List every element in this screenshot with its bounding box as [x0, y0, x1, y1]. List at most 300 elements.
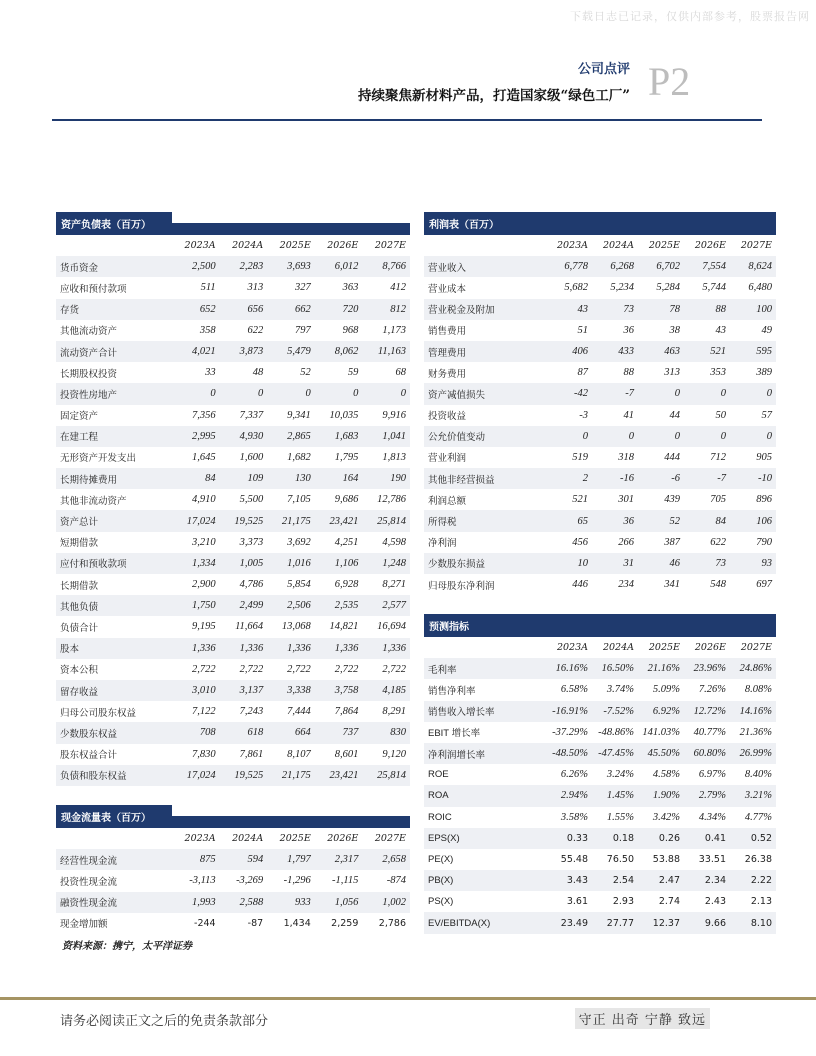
row-label: 流动资产合计: [56, 341, 172, 362]
cell-value: 84: [684, 510, 730, 531]
table-row: [56, 553, 410, 574]
table-row: [424, 785, 776, 806]
table-header: [56, 212, 410, 235]
cell-value: 0.33: [546, 828, 592, 849]
cell-value: 1,683: [315, 426, 363, 447]
cell-value: 2: [546, 468, 592, 489]
cell-value: 3.43: [546, 870, 592, 891]
cell-value: 618: [220, 722, 268, 743]
cell-value: 25,814: [362, 510, 410, 531]
cell-value: 36: [623, 324, 634, 336]
table-row: [424, 722, 776, 743]
year-header: 2026E: [694, 240, 726, 252]
cell-value: 0: [730, 383, 776, 404]
cell-value: 45.50%: [638, 743, 684, 764]
cell-value: 10: [546, 553, 592, 574]
cell-value: 93: [730, 553, 776, 574]
cell-value: 7,337: [239, 409, 264, 421]
cell-value: 737: [315, 722, 363, 743]
cell-value: 65: [546, 510, 592, 531]
row-label: 营业利润: [428, 453, 467, 465]
table-row: [56, 638, 410, 659]
cell-value: 0.52: [730, 828, 776, 849]
cell-value: 0: [684, 383, 730, 404]
row-label: 负债合计: [60, 622, 99, 634]
cell-value: 2,317: [315, 849, 363, 870]
cell-value: 19,525: [220, 510, 268, 531]
cell-value: 318: [618, 451, 634, 463]
year-header-row: [424, 637, 776, 658]
cell-value: 44: [669, 409, 680, 421]
cell-value: 1,334: [172, 553, 220, 574]
row-label: ROIC: [428, 811, 452, 823]
cell-value: 3,873: [220, 341, 268, 362]
footer-divider: [0, 997, 816, 1000]
cell-value: 521: [684, 341, 730, 362]
cell-value: 1.55%: [606, 811, 634, 823]
table-row: [424, 828, 776, 849]
page-title: 持续聚焦新材料产品，打造国家级“绿色工厂”: [357, 88, 630, 104]
cell-value: -87: [247, 917, 264, 929]
cell-value: 790: [756, 536, 772, 548]
row-label: 其他流动资产: [60, 326, 118, 338]
cell-value: 130: [267, 468, 315, 489]
page-number: P2: [648, 59, 691, 104]
cell-value: 4,021: [172, 341, 220, 362]
table-row: [424, 553, 776, 574]
table-row: [56, 659, 410, 680]
cell-value: 16,694: [377, 621, 406, 633]
row-label: PS(X): [428, 896, 454, 908]
table-row: [56, 574, 410, 595]
cell-value: 4,185: [362, 680, 410, 701]
cell-value: 14.16%: [730, 701, 776, 722]
cell-value: 2.74: [658, 896, 680, 908]
cell-value: 234: [618, 579, 634, 591]
row-label: PB(X): [424, 870, 546, 891]
table-header: [424, 614, 776, 637]
cell-value: -37.29%: [552, 726, 588, 738]
row-label: 融资性现金流: [56, 892, 172, 913]
table-row: [56, 489, 410, 510]
cell-value: 1.45%: [592, 785, 638, 806]
cell-value: 0: [730, 426, 776, 447]
cell-value: 9,195: [191, 621, 216, 633]
table-row: [56, 722, 410, 743]
year-header-row: [56, 235, 410, 256]
cell-value: 51: [577, 324, 588, 336]
cell-value: 4,930: [220, 426, 268, 447]
row-label: 短期借款: [60, 538, 99, 550]
disclaimer-text: 请务必阅读正文之后的免责条款部分: [60, 1014, 269, 1029]
cell-value: 7,830: [191, 748, 216, 760]
cell-value: -16: [592, 468, 638, 489]
cell-value: 4,910: [191, 494, 216, 506]
row-label: 应收和预付款项: [60, 283, 127, 295]
cell-value: 406: [546, 341, 592, 362]
cell-value: 12.72%: [684, 701, 730, 722]
table-row: [424, 532, 776, 553]
row-label: 公允价值变动: [424, 426, 546, 447]
table-row: [424, 256, 776, 277]
cell-value: 59: [347, 367, 359, 379]
row-label: 长期待摊费用: [56, 468, 172, 489]
cell-value: 88: [684, 299, 730, 320]
header-divider: [52, 119, 762, 121]
cell-value: 49: [761, 324, 772, 336]
row-label: 销售净利率: [428, 685, 476, 697]
year-header: 2024A: [232, 240, 264, 252]
table-row: [424, 489, 776, 510]
table-row: [56, 616, 410, 637]
cell-value: 313: [247, 282, 264, 294]
cell-value: 33: [205, 367, 216, 379]
cell-value: 0.18: [592, 828, 638, 849]
cell-value: 2,786: [378, 917, 406, 929]
cell-value: 446: [572, 579, 588, 591]
row-label: 销售收入增长率: [424, 701, 546, 722]
table-row: [424, 912, 776, 933]
cell-value: 7,105: [287, 494, 311, 506]
cell-value: 3.24%: [606, 769, 634, 781]
cell-value: 3,338: [267, 680, 315, 701]
year-header: 2026E: [327, 240, 359, 252]
cell-value: 12.37: [638, 912, 684, 933]
cell-value: 6,012: [315, 256, 363, 277]
cell-value: 664: [267, 722, 315, 743]
cell-value: 1.90%: [638, 785, 684, 806]
table-row: [424, 658, 776, 679]
cell-value: 2,995: [172, 426, 220, 447]
cell-value: 73: [592, 299, 638, 320]
cell-value: 8,601: [334, 748, 359, 760]
year-header: 2024A: [602, 642, 634, 654]
cell-value: 875: [172, 849, 220, 870]
cell-value: -48.50%: [546, 743, 592, 764]
row-label: 净利润增长率: [424, 743, 546, 764]
cell-value: 8,271: [382, 579, 406, 591]
cell-value: 8,291: [382, 706, 406, 718]
cell-value: -3: [579, 409, 588, 421]
row-label: 股本: [56, 638, 172, 659]
table-row: [424, 383, 776, 404]
cell-value: 11,163: [362, 341, 410, 362]
income-statement-table: [424, 212, 776, 595]
cell-value: 2,722: [287, 663, 311, 675]
row-label: EBIT 增长率: [428, 728, 481, 740]
cell-value: 7,444: [287, 706, 311, 718]
cell-value: 46: [638, 553, 684, 574]
cell-value: 88: [623, 367, 634, 379]
table-row: [56, 362, 410, 383]
cell-value: 21.16%: [638, 658, 684, 679]
cell-value: 697: [756, 579, 772, 591]
cell-value: 9,120: [382, 748, 406, 760]
cell-value: 2.34: [684, 870, 730, 891]
cell-value: 1,056: [315, 892, 363, 913]
row-label: 经营性现金流: [56, 849, 172, 870]
cell-value: 38: [669, 324, 680, 336]
year-header: 2023A: [184, 833, 216, 845]
cell-value: 9.66: [684, 912, 730, 933]
row-label: 财务费用: [428, 368, 467, 380]
cell-value: 0: [546, 426, 592, 447]
table-row: [424, 299, 776, 320]
cell-value: 21,175: [267, 510, 315, 531]
cell-value: 12,786: [377, 494, 406, 506]
balance-sheet-table: [56, 212, 410, 786]
cell-value: 4,251: [334, 536, 359, 548]
cell-value: 652: [172, 299, 220, 320]
row-label: 股东权益合计: [60, 750, 118, 762]
row-label: 销售费用: [428, 326, 467, 338]
table-row: [56, 870, 410, 891]
cell-value: 521: [572, 494, 588, 506]
cell-value: 1,336: [315, 638, 363, 659]
cell-value: 1,434: [283, 917, 311, 929]
cell-value: 5,234: [610, 282, 634, 294]
table-row: [424, 468, 776, 489]
cell-value: 2.54: [592, 870, 638, 891]
cell-value: 9,341: [287, 409, 311, 421]
table-row: [56, 405, 410, 426]
cell-value: 3,210: [191, 536, 216, 548]
row-label: 营业收入: [424, 256, 546, 277]
cell-value: -48.86%: [598, 726, 634, 738]
cell-value: 2,588: [220, 892, 268, 913]
cell-value: 57: [761, 409, 772, 421]
row-label: PE(X): [428, 853, 454, 865]
cell-value: 327: [295, 282, 311, 294]
table-row: [56, 320, 410, 341]
cell-value: 389: [756, 367, 772, 379]
cell-value: 1,682: [287, 451, 311, 463]
cell-value: 8.40%: [744, 769, 772, 781]
row-label: 净利润: [428, 538, 457, 550]
cell-value: 812: [362, 299, 410, 320]
cell-value: 9,916: [382, 409, 406, 421]
cell-value: 548: [710, 579, 726, 591]
row-label: 毛利率: [424, 658, 546, 679]
cell-value: 7.26%: [698, 684, 726, 696]
cell-value: 439: [664, 494, 680, 506]
cell-value: 55.48: [560, 853, 588, 865]
cell-value: 10,035: [329, 409, 359, 421]
table-row: [424, 807, 776, 828]
year-header: 2025E: [279, 833, 311, 845]
row-label: 负债和股东权益: [56, 765, 172, 786]
cell-value: 43: [715, 324, 726, 336]
table-row: [424, 277, 776, 298]
cell-value: 2,722: [191, 663, 216, 675]
cell-value: 2,900: [191, 579, 216, 591]
cell-value: 13,068: [281, 621, 311, 633]
cell-value: 3,137: [220, 680, 268, 701]
row-label: 归母股东净利润: [428, 580, 495, 592]
cell-value: 8,062: [315, 341, 363, 362]
cell-value: 3,010: [172, 680, 220, 701]
table-row: [56, 447, 410, 468]
cell-value: 905: [756, 451, 772, 463]
cell-value: 363: [342, 282, 359, 294]
cell-value: 100: [730, 299, 776, 320]
cell-value: 662: [267, 299, 315, 320]
cell-value: 27.77: [592, 912, 638, 933]
cell-value: 53.88: [652, 853, 680, 865]
cell-value: 1,795: [334, 451, 359, 463]
cell-value: 2,506: [267, 595, 315, 616]
row-label: 其他非流动资产: [60, 495, 127, 507]
cell-value: 190: [362, 468, 410, 489]
cell-value: 1,336: [172, 638, 220, 659]
cell-value: 387: [664, 536, 680, 548]
row-label: 留存收益: [56, 680, 172, 701]
cell-value: -7: [684, 468, 730, 489]
table-row: [424, 701, 776, 722]
cell-value: 353: [710, 367, 726, 379]
cell-value: 17,024: [172, 510, 220, 531]
cell-value: 7,861: [239, 748, 264, 760]
cell-value: 622: [247, 324, 264, 336]
table-row: [424, 341, 776, 362]
cell-value: 896: [756, 494, 772, 506]
table-row: [424, 320, 776, 341]
table-row: [56, 680, 410, 701]
cell-value: 2,259: [331, 917, 359, 929]
cell-value: 19,525: [220, 765, 268, 786]
cell-value: 0: [172, 383, 220, 404]
cell-value: 7,554: [684, 256, 730, 277]
cell-value: 0: [315, 383, 363, 404]
cell-value: 31: [592, 553, 638, 574]
row-label: 投资性现金流: [60, 876, 118, 888]
row-label: 其他非经营损益: [424, 468, 546, 489]
cell-value: 1,993: [172, 892, 220, 913]
year-header-row: [424, 235, 776, 256]
year-header: 2027E: [374, 240, 406, 252]
cell-value: 2,722: [334, 663, 359, 675]
table-row: [56, 532, 410, 553]
cell-value: -7: [592, 383, 638, 404]
row-label: 利润总额: [428, 495, 467, 507]
cell-value: 1,005: [220, 553, 268, 574]
row-label: 管理费用: [424, 341, 546, 362]
year-header: 2024A: [232, 833, 264, 845]
forecast-table: [424, 614, 776, 934]
row-label: 无形资产开发支出: [60, 453, 137, 465]
balance-sheet-title: 资产负债表（百万）: [56, 212, 172, 235]
cell-value: -244: [194, 917, 216, 929]
cell-value: 26.99%: [730, 743, 776, 764]
year-header: 2025E: [279, 240, 311, 252]
row-label: 固定资产: [60, 411, 99, 423]
cell-value: -1,115: [332, 875, 359, 887]
cell-value: 7,122: [191, 706, 216, 718]
cell-value: 6,928: [334, 579, 359, 591]
cell-value: 1,248: [362, 553, 410, 574]
row-label: 营业成本: [428, 283, 467, 295]
cell-value: 2.94%: [546, 785, 592, 806]
cell-value: 0: [592, 426, 638, 447]
cell-value: -42: [546, 383, 592, 404]
table-header: [424, 212, 776, 235]
cell-value: 3.74%: [606, 684, 634, 696]
cell-value: 412: [390, 282, 406, 294]
cell-value: 830: [362, 722, 410, 743]
row-label: ROA: [424, 785, 546, 806]
cell-value: 36: [592, 510, 638, 531]
cell-value: 313: [664, 367, 680, 379]
year-header: 2023A: [184, 240, 216, 252]
table-row: [56, 510, 410, 531]
cell-value: 708: [172, 722, 220, 743]
cell-value: 2,865: [267, 426, 315, 447]
cell-value: 50: [715, 409, 726, 421]
cell-value: 23.49: [546, 912, 592, 933]
cell-value: 141.03%: [642, 726, 680, 738]
row-label: ROE: [428, 769, 449, 781]
cell-value: 266: [618, 536, 634, 548]
cell-value: 78: [638, 299, 684, 320]
cell-value: 1,797: [267, 849, 315, 870]
cell-value: 2,722: [239, 663, 264, 675]
table-row: [424, 870, 776, 891]
cell-value: 7,243: [239, 706, 264, 718]
cell-value: 41: [623, 409, 634, 421]
row-label: 少数股东损益: [424, 553, 546, 574]
cell-value: 5,284: [656, 282, 680, 294]
cell-value: 7,356: [191, 409, 216, 421]
year-header: 2027E: [374, 833, 406, 845]
cell-value: 6.92%: [638, 701, 684, 722]
cell-value: -16.91%: [546, 701, 592, 722]
cell-value: 6,778: [546, 256, 592, 277]
cell-value: 8,107: [287, 748, 311, 760]
cell-value: 106: [730, 510, 776, 531]
cell-value: 33.51: [698, 853, 726, 865]
cell-value: 2,658: [362, 849, 410, 870]
table-row: [424, 743, 776, 764]
cell-value: 301: [618, 494, 634, 506]
row-label: 应付和预收款项: [56, 553, 172, 574]
cell-value: 3,758: [315, 680, 363, 701]
cell-value: 43: [546, 299, 592, 320]
table-row: [56, 468, 410, 489]
cell-value: 444: [664, 451, 680, 463]
cell-value: -874: [386, 875, 406, 887]
table-row: [424, 510, 776, 531]
cell-value: 23.96%: [684, 658, 730, 679]
cell-value: 14,821: [329, 621, 359, 633]
cell-value: 0: [220, 383, 268, 404]
cell-value: 1,645: [191, 451, 216, 463]
cell-value: 968: [342, 324, 359, 336]
row-label: 在建工程: [56, 426, 172, 447]
cell-value: 1,336: [220, 638, 268, 659]
table-row: [424, 362, 776, 383]
cell-value: 24.86%: [730, 658, 776, 679]
cell-value: 60.80%: [684, 743, 730, 764]
cell-value: 2.13: [750, 896, 772, 908]
row-label: 所得税: [424, 510, 546, 531]
cell-value: 23,421: [315, 510, 363, 531]
table-row: [56, 892, 410, 913]
cell-value: 4.34%: [698, 811, 726, 823]
cashflow-table: [56, 805, 410, 934]
cell-value: 6,480: [748, 282, 772, 294]
cell-value: 8.08%: [744, 684, 772, 696]
cell-value: 0.41: [684, 828, 730, 849]
